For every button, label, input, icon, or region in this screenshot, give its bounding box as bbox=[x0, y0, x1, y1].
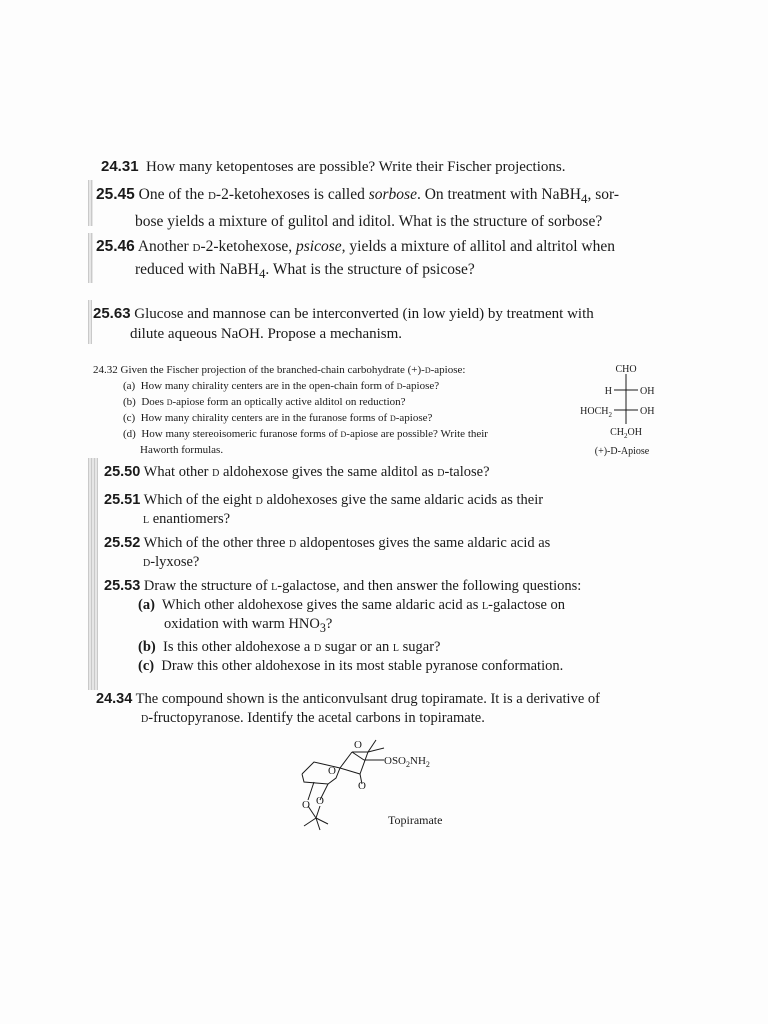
d-label: d bbox=[437, 464, 445, 480]
apiose-fischer-projection bbox=[576, 360, 676, 460]
text: Does bbox=[141, 396, 167, 408]
text: -apiose? bbox=[395, 412, 433, 424]
text-italic: psicose, bbox=[296, 238, 346, 255]
text: -apiose? bbox=[402, 380, 440, 392]
structure-name: Topiramate bbox=[388, 813, 443, 827]
part-label: (b) bbox=[123, 396, 136, 408]
text-italic: sorbose bbox=[368, 186, 417, 203]
text: ? bbox=[325, 616, 333, 632]
text: Draw this other aldohexose in its most stable pyranose conformation. bbox=[161, 657, 564, 674]
problem-number: 25.53 bbox=[104, 578, 141, 594]
text: -apiose: bbox=[430, 364, 466, 376]
problem-24-32 bbox=[93, 362, 488, 458]
text: Draw the structure of bbox=[143, 578, 272, 594]
text: -fructopyranose. Identify the acetal carbons in topiramate. bbox=[148, 710, 485, 726]
subscript: 4 bbox=[580, 191, 588, 207]
fischer-top-label: CHO bbox=[615, 364, 637, 375]
text: aldohexose gives the same alditol as bbox=[219, 464, 438, 480]
fischer-r1-left: H bbox=[604, 386, 612, 397]
text: dilute aqueous NaOH. Propose a mechanism. bbox=[130, 326, 403, 342]
l-label: l bbox=[271, 578, 278, 594]
l-label: l bbox=[482, 597, 489, 613]
problem-25-51 bbox=[104, 491, 543, 529]
d-label: d bbox=[314, 638, 322, 655]
text: yields a mixture of allitol and altritol when bbox=[345, 238, 615, 255]
problem-number: 25.51 bbox=[104, 492, 141, 508]
problem-text: How many ketopentoses are possible? Write their Fischer projections. bbox=[146, 159, 566, 175]
d-label: d bbox=[143, 554, 151, 570]
oxygen-label: O bbox=[328, 765, 336, 777]
problem-number: 25.45 bbox=[96, 186, 135, 203]
fischer-caption: (+)-D-Apiose bbox=[594, 446, 650, 457]
text: -2-ketohexose, bbox=[200, 238, 297, 255]
problem-25-45 bbox=[96, 183, 619, 233]
text: . What is the structure of psicose? bbox=[265, 261, 475, 278]
d-label: d bbox=[289, 535, 297, 551]
part-label: (d) bbox=[123, 428, 136, 440]
d-label: d bbox=[424, 364, 431, 376]
fischer-r1-right: OH bbox=[640, 386, 655, 397]
problem-25-63 bbox=[93, 304, 594, 344]
text: sugar? bbox=[399, 638, 441, 655]
problem-number: 25.50 bbox=[104, 464, 141, 480]
d-label: d bbox=[396, 380, 403, 392]
problem-number: 24.32 bbox=[93, 364, 118, 376]
text: One of the bbox=[138, 186, 208, 203]
margin-bar bbox=[88, 458, 98, 690]
oxygen-label: O bbox=[316, 795, 324, 807]
text: -lyxose? bbox=[150, 554, 200, 570]
text: Which other aldohexose gives the same aldaric acid as bbox=[161, 597, 483, 613]
text: How many chirality centers are in the furanose forms of bbox=[140, 412, 390, 424]
text: What other bbox=[143, 464, 213, 480]
subscript: 3 bbox=[319, 620, 326, 635]
part-label: (a) bbox=[123, 380, 136, 392]
problem-number: 25.46 bbox=[96, 238, 135, 255]
text: aldopentoses gives the same aldaric acid as bbox=[296, 535, 551, 551]
d-label: d bbox=[207, 186, 216, 203]
text: reduced with NaBH bbox=[135, 261, 259, 278]
margin-bar bbox=[88, 233, 93, 283]
text: enantiomers? bbox=[149, 511, 231, 527]
text: How many chirality centers are in the open-chain form of bbox=[140, 380, 397, 392]
text: Is this other aldohexose a bbox=[162, 638, 314, 655]
part-label: (c) bbox=[123, 412, 136, 424]
text: . On treatment with NaBH bbox=[416, 186, 581, 203]
text: -apiose form an optically active alditol on reduction? bbox=[172, 396, 406, 408]
fischer-r2-left: $HOCH_2$ bbox=[580, 406, 612, 419]
d-label: d bbox=[340, 428, 347, 440]
text: How many stereoisomeric furanose forms of bbox=[141, 428, 341, 440]
d-label: d bbox=[192, 238, 201, 255]
problem-number: 24.31 bbox=[101, 158, 139, 175]
d-label: d bbox=[166, 396, 173, 408]
l-label: l bbox=[143, 511, 150, 527]
text: aldohexoses give the same aldaric acids as their bbox=[262, 492, 544, 508]
problem-number: 25.63 bbox=[93, 305, 131, 322]
text: -talose? bbox=[444, 464, 490, 480]
text: Glucose and mannose can be interconverted (in low yield) by treatment with bbox=[134, 306, 594, 322]
part-label: (a) bbox=[138, 597, 155, 613]
text: -apiose are possible? Write their bbox=[346, 428, 488, 440]
oxygen-label: O bbox=[358, 780, 366, 792]
sulfamate-label: $OSO_2NH_2$ bbox=[384, 755, 430, 769]
text: Another bbox=[137, 238, 193, 255]
text: Which of the other three bbox=[143, 535, 290, 551]
text: -galactose on bbox=[488, 597, 566, 613]
text: oxidation with warm HNO bbox=[164, 616, 320, 632]
problem-25-46 bbox=[96, 235, 615, 285]
fischer-bottom-label: $CH_2OH$ bbox=[610, 427, 642, 440]
fischer-r2-right: OH bbox=[640, 406, 655, 417]
d-label: d bbox=[255, 492, 263, 508]
oxygen-label: O bbox=[302, 799, 310, 811]
d-label: d bbox=[389, 412, 396, 424]
problem-25-50 bbox=[104, 464, 490, 481]
d-label: d bbox=[141, 710, 149, 726]
text: Which of the eight bbox=[143, 492, 256, 508]
problem-24-34 bbox=[96, 690, 600, 728]
margin-bar bbox=[88, 300, 92, 344]
topiramate-structure bbox=[280, 734, 480, 834]
problem-number: 25.52 bbox=[104, 535, 141, 551]
d-label: d bbox=[212, 464, 220, 480]
text: Given the Fischer projection of the branched-chain carbohydrate (+)- bbox=[120, 364, 425, 376]
problem-number: 24.34 bbox=[96, 691, 133, 707]
text: bose yields a mixture of gulitol and iditol. What is the structure of sorbose? bbox=[135, 213, 603, 231]
text: Haworth formulas. bbox=[140, 444, 224, 456]
text: , sor- bbox=[587, 186, 619, 203]
text: sugar or an bbox=[321, 638, 393, 655]
text: -galactose, and then answer the following questions: bbox=[277, 578, 582, 594]
l-label: l bbox=[392, 638, 400, 655]
problem-25-53 bbox=[104, 577, 581, 676]
oxygen-label: O bbox=[354, 739, 362, 751]
problem-24-31 bbox=[101, 158, 565, 176]
subscript: 4 bbox=[258, 266, 266, 282]
part-label: (b) bbox=[138, 638, 156, 655]
text: The compound shown is the anticonvulsant drug topiramate. It is a derivative of bbox=[135, 691, 600, 707]
text: -2-ketohexoses is called bbox=[215, 186, 369, 203]
margin-bar bbox=[88, 180, 93, 226]
part-label: (c) bbox=[138, 657, 155, 674]
problem-25-52 bbox=[104, 534, 550, 572]
